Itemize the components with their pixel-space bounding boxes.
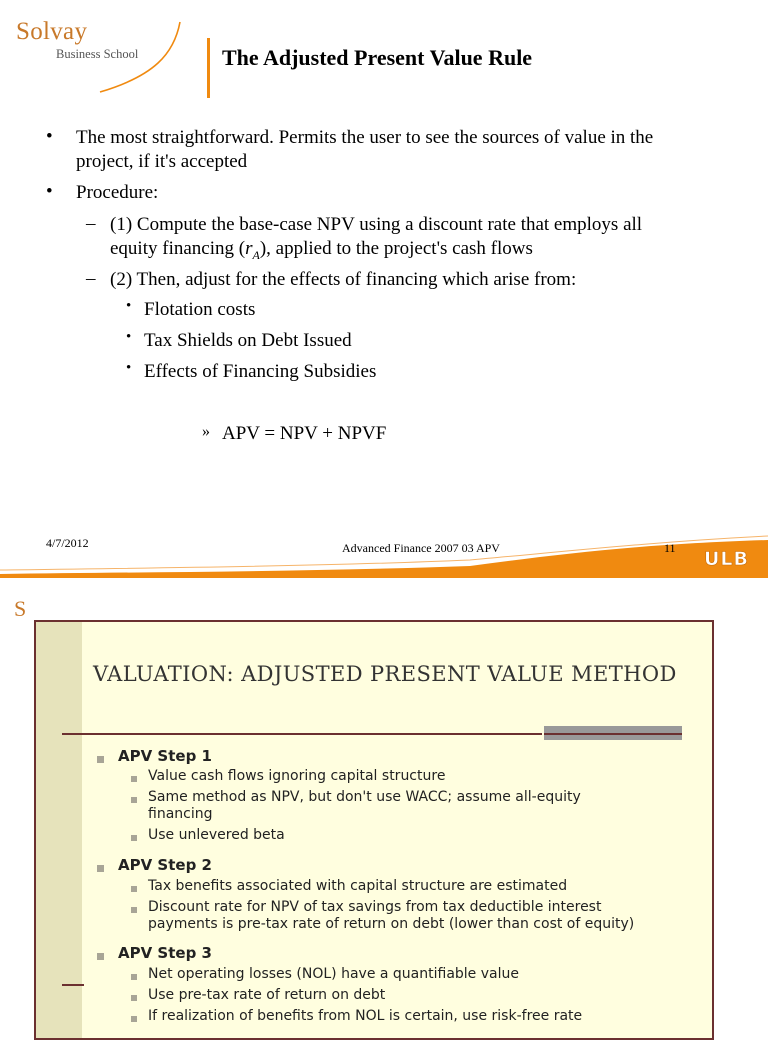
bullet-square-icon <box>131 776 137 782</box>
level3-text: Flotation costs <box>144 299 256 320</box>
slide-title: VALUATION: ADJUSTED PRESENT VALUE METHOD <box>93 662 677 686</box>
bullet-square-icon <box>131 1016 137 1022</box>
slide-title: The Adjusted Present Value Rule <box>222 45 533 70</box>
sub-bullet-marker: – <box>86 268 96 289</box>
level3-marker: • <box>126 329 132 345</box>
logo-fragment: S <box>14 596 27 621</box>
bullet-text: The most straightforward. Permits the user to see the sources of value in the <box>76 127 654 148</box>
step-item: Net operating losses (NOL) have a quantifiable value <box>148 966 519 982</box>
level3-marker: • <box>126 360 132 376</box>
solvay-logo <box>14 14 204 94</box>
step-item: Use pre-tax rate of return on debt <box>148 987 386 1003</box>
left-band <box>36 622 82 1038</box>
bullet-square-icon <box>131 797 137 803</box>
apv-formula: APV = NPV + NPVF <box>222 423 387 444</box>
bullet-square-icon <box>131 907 137 913</box>
logo-subtitle: Business School <box>56 47 139 61</box>
step-item: financing <box>148 806 213 822</box>
footer-title: Advanced Finance 2007 03 APV <box>342 541 500 555</box>
level3-marker: • <box>126 298 132 314</box>
step-label: APV Step 2 <box>118 856 212 874</box>
sub-bullet-text: (1) Compute the base-case NPV using a discount rate that employs all <box>110 214 643 235</box>
ulb-logo: ULB <box>704 548 750 570</box>
level4-marker: » <box>202 423 210 440</box>
title-rule <box>62 733 542 735</box>
bottom-rule <box>62 984 84 986</box>
slide-frame <box>34 620 714 1040</box>
title-accent-line <box>544 733 682 735</box>
step-item: If realization of benefits from NOL is certain, use risk-free rate <box>148 1008 583 1024</box>
logo-brand: Solvay <box>16 18 88 45</box>
bullet-square-icon <box>97 953 104 960</box>
step-label: APV Step 1 <box>118 747 212 765</box>
bullet-text: Procedure: <box>76 182 159 203</box>
page-number: 11 <box>664 541 676 555</box>
step-item: Value cash flows ignoring capital structure <box>148 768 446 784</box>
step-item: Use unlevered beta <box>148 827 285 843</box>
bullet-marker: • <box>46 126 53 147</box>
bullet-square-icon <box>97 865 104 872</box>
slide-valuation-apv <box>0 578 768 1024</box>
bullet-square-icon <box>131 995 137 1001</box>
sub-bullet-marker: – <box>86 213 96 234</box>
bullet-square-icon <box>97 756 104 763</box>
bullet-square-icon <box>131 835 137 841</box>
sub-bullet-text: (2) Then, adjust for the effects of financing which arise from: <box>110 269 577 290</box>
bullet-square-icon <box>131 886 137 892</box>
level3-text: Effects of Financing Subsidies <box>144 361 377 382</box>
bullet-marker: • <box>46 181 53 202</box>
step-item: Same method as NPV, but don't use WACC; assume all-equity <box>148 789 581 805</box>
sub-bullet-text: equity financing $(r_A)$, applied to the project's cash flows <box>110 238 533 262</box>
step-item: payments is pre-tax rate of return on debt (lower than cost of equity) <box>148 916 635 932</box>
step-label: APV Step 3 <box>118 944 212 962</box>
step-item: Discount rate for NPV of tax savings from tax deductible interest <box>148 899 602 915</box>
footer-date: 4/7/2012 <box>46 536 89 550</box>
title-divider <box>207 38 210 98</box>
bullet-text: project, if it's accepted <box>76 151 248 172</box>
level3-text: Tax Shields on Debt Issued <box>144 330 352 351</box>
bullet-square-icon <box>131 974 137 980</box>
step-item: Tax benefits associated with capital structure are estimated <box>148 878 568 894</box>
